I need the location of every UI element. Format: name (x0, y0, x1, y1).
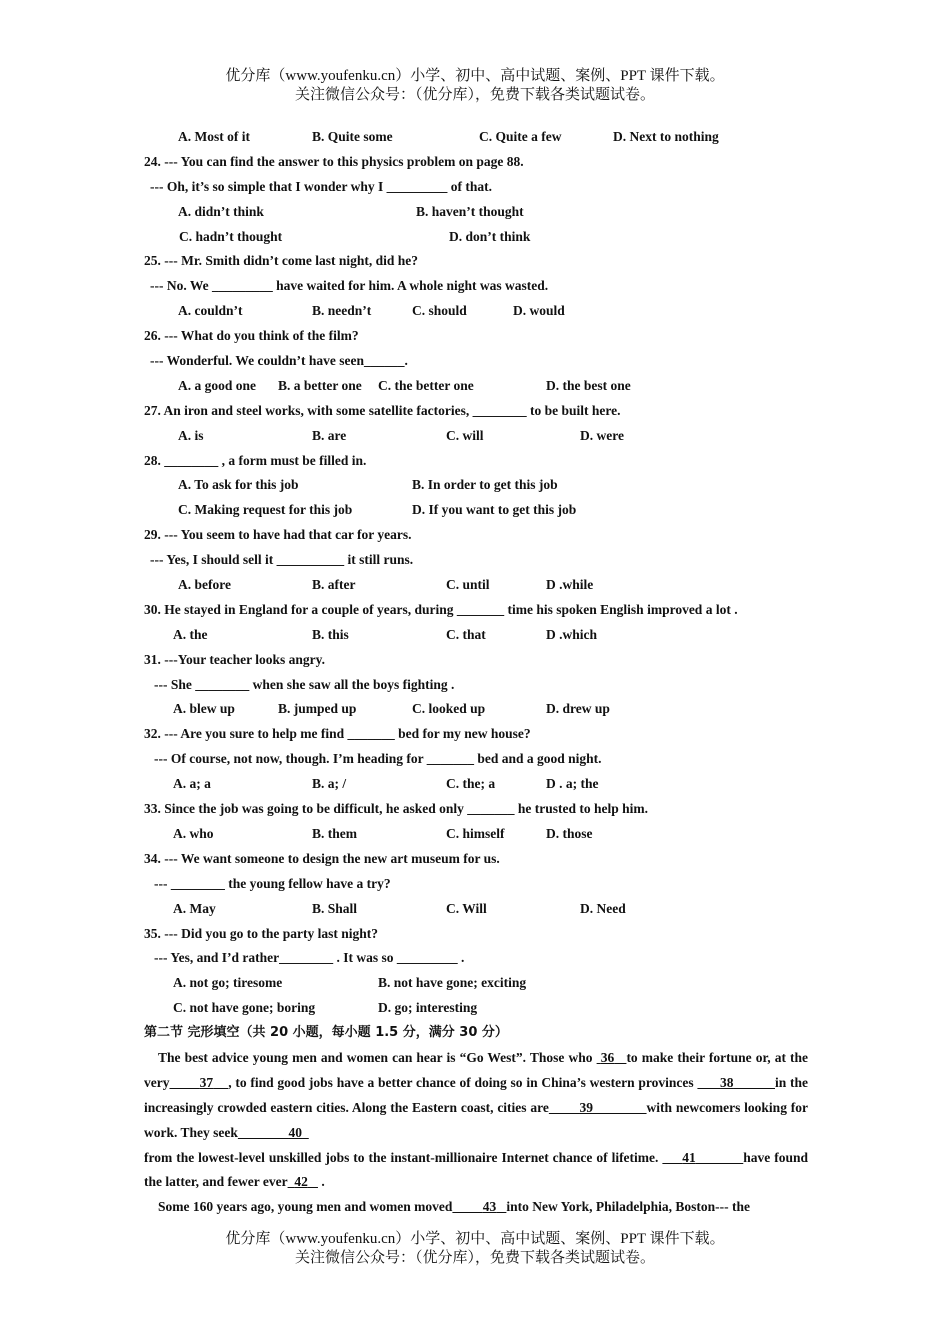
cloze-blank-40[interactable] (238, 1125, 309, 1140)
blank-number: 38 (720, 1074, 734, 1090)
q34-option-a[interactable]: A. May (173, 900, 216, 916)
q27-option-d[interactable]: D. were (580, 427, 624, 443)
cloze-blank-43[interactable] (452, 1199, 506, 1214)
blank-number: 43 (482, 1199, 497, 1215)
q32-option-c[interactable]: C. the; a (446, 776, 496, 792)
q28-option-a[interactable]: A. To ask for this job (178, 477, 299, 493)
q24-option-b[interactable]: B. haven’t thought (416, 203, 524, 219)
q33-option-a[interactable]: A. who (173, 825, 214, 841)
q27-question: 27. An iron and steel works, with some satellite factories, ________ to be built here. (144, 402, 621, 418)
q27-option-b[interactable]: B. are (312, 427, 347, 443)
q27-option-c[interactable]: C. will (446, 427, 484, 443)
q24-option-a[interactable]: A. didn’t think (178, 203, 264, 219)
cloze-blank-42[interactable] (288, 1174, 318, 1189)
cloze-paragraph-2 (144, 1195, 808, 1220)
q28-options-row2 (144, 498, 808, 523)
q32-option-a[interactable]: A. a; a (173, 776, 211, 792)
blank-number: 36 (600, 1049, 615, 1065)
q31-option-b[interactable]: B. jumped up (278, 701, 357, 717)
q28-option-d[interactable]: D. If you want to get this job (412, 502, 577, 518)
q34-option-d[interactable]: D. Need (580, 900, 626, 916)
q28-option-b[interactable]: B. In order to get this job (412, 477, 558, 493)
q31-options (144, 697, 808, 722)
cloze-text: from the lowest-level unskilled jobs to the instant-millionaire Internet chance of lifetime. (144, 1149, 659, 1165)
cloze-text: into New York, Philadelphia, Boston--- the (506, 1199, 751, 1215)
q31-option-c[interactable]: C. looked up (412, 701, 486, 717)
q34-options (144, 897, 808, 922)
q26-option-c[interactable]: C. the better one (378, 377, 474, 393)
q27-option-a[interactable]: A. is (178, 427, 204, 443)
q30-option-c[interactable]: C. that (446, 626, 486, 642)
q24-option-c[interactable]: C. hadn’t thought (179, 228, 283, 244)
q32-question: 32. --- Are you sure to help me find _______ bed for my new house? (144, 726, 531, 742)
q34-answer-line: --- ________ the young fellow have a try? (154, 875, 391, 891)
q33-options (144, 822, 808, 847)
q30-option-b[interactable]: B. this (312, 626, 349, 642)
cloze-blank-37[interactable] (169, 1075, 228, 1090)
q27-options (144, 424, 808, 449)
cloze-text: Some 160 years ago, young men and women moved (158, 1199, 453, 1215)
page-footer (0, 1230, 950, 1268)
q35-answer-line: --- Yes, and I’d rather________ . It was so _________ . (154, 950, 465, 966)
q29-option-b[interactable]: B. after (312, 577, 356, 593)
blank-number: 37 (199, 1074, 214, 1090)
q35-option-b[interactable]: B. not have gone; exciting (378, 975, 527, 991)
q25-options (144, 299, 808, 324)
header-line-1: 优分库（www.youfenku.cn）小学、初中、高中试题、案例、PPT 课件下载。 (225, 68, 725, 84)
q35-options-row1 (144, 971, 808, 996)
page-header (0, 67, 950, 105)
q26-option-b[interactable]: B. a better one (278, 377, 362, 393)
q34-question: 34. --- We want someone to design the new art museum for us. (144, 850, 500, 866)
q35-option-c[interactable]: C. not have gone; boring (173, 1000, 316, 1016)
q26-answer-line: --- Wonderful. We couldn’t have seen______. (150, 353, 408, 369)
q24-option-d[interactable]: D. don’t think (449, 228, 531, 244)
q23-option-c[interactable]: C. Quite a few (479, 129, 562, 144)
q32-options (144, 772, 808, 797)
q29-options (144, 573, 808, 598)
q25-option-a[interactable]: A. couldn’t (178, 303, 243, 319)
cloze-paragraph-1: The best advice young men and women can hear is “Go West”. Those who 36 to make their fortune or, at the very 37 , to find good jobs have a better chance of doing so in China’s western provinces 38 in the increasingly crowded eastern cities. Along the Eastern coast, cities are 39 with newcomers looking for work. They seek 40 from the lowest-level unskilled jobs to the instant-millionaire Internet chance of lifetime. 41 have found the latter, and fewer ever 42 . (144, 1049, 809, 1190)
q24-question: 24. --- You can find the answer to this physics problem on page 88. (144, 153, 524, 169)
cloze-text: with newcomers looking for work. They seek (144, 1099, 809, 1140)
cloze-text: , to find good jobs have a better chance of doing so in China’s western provinces (228, 1074, 694, 1090)
exam-body (144, 125, 808, 1220)
cloze-text: in the increasingly crowded eastern cities. Along the Eastern coast, cities are (144, 1074, 809, 1115)
q35-option-d[interactable]: D. go; interesting (378, 1000, 478, 1016)
q31-option-a[interactable]: A. blew up (173, 701, 235, 717)
q28-option-c[interactable]: C. Making request for this job (178, 502, 353, 518)
q29-option-a[interactable]: A. before (178, 577, 231, 593)
q32-option-d[interactable]: D . a; the (546, 776, 599, 792)
q25-question: 25. --- Mr. Smith didn’t come last night, did he? (144, 253, 419, 269)
q35-option-a[interactable]: A. not go; tiresome (173, 975, 283, 991)
q30-options (144, 623, 808, 648)
q26-options (144, 374, 808, 399)
cloze-blank-41[interactable] (662, 1150, 743, 1165)
blank-number: 40 (288, 1124, 303, 1140)
q23-option-d[interactable]: D. Next to nothing (613, 129, 719, 144)
q34-option-b[interactable]: B. Shall (312, 900, 358, 916)
q29-question: 29. --- You seem to have had that car for years. (144, 527, 412, 543)
q25-option-b[interactable]: B. needn’t (312, 303, 372, 319)
q30-option-d[interactable]: D .which (546, 626, 598, 642)
q31-question: 31. ---Your teacher looks angry. (144, 651, 325, 667)
q32-option-b[interactable]: B. a; / (312, 776, 347, 792)
q29-answer-line: --- Yes, I should sell it __________ it still runs. (150, 552, 414, 568)
q25-answer-line: --- No. We _________ have waited for him. A whole night was wasted. (150, 278, 549, 294)
cloze-text: have found the latter, and fewer ever (144, 1149, 809, 1190)
q24-options-row2 (144, 225, 808, 250)
q25-option-d[interactable]: D. would (513, 303, 565, 319)
q33-option-d[interactable]: D. those (546, 825, 593, 841)
q33-question: 33. Since the job was going to be difficult, he asked only _______ he trusted to help him. (144, 801, 649, 817)
q34-option-c[interactable]: C. Will (446, 900, 487, 916)
q23-options (144, 125, 808, 150)
q30-option-a[interactable]: A. the (173, 626, 208, 642)
q28-question: 28. ________ , a form must be filled in. (144, 452, 367, 468)
header-line-2: 关注微信公众号：（优分库），免费下载各类试题试卷。 (294, 87, 655, 103)
q25-option-c[interactable]: C. should (412, 303, 467, 319)
cloze-blank-38[interactable] (697, 1075, 775, 1090)
q29-option-d[interactable]: D .while (546, 577, 594, 593)
q30-question: 30. He stayed in England for a couple of years, during _______ time his spoken English improved a lot . (144, 601, 738, 617)
q29-option-c[interactable]: C. until (446, 577, 490, 593)
q32-answer-line: --- Of course, not now, though. I’m heading for _______ bed and a good night. (154, 751, 602, 767)
q31-option-d[interactable]: D. drew up (546, 701, 610, 717)
cloze-text: to make their fortune or, at the very (144, 1049, 809, 1090)
cloze-blank-39[interactable] (549, 1100, 647, 1115)
footer-line-2: 关注微信公众号：（优分库），免费下载各类试题试卷。 (294, 1250, 655, 1266)
q24-answer-line: --- Oh, it’s so simple that I wonder why I _________ of that. (150, 178, 493, 194)
q26-question: 26. --- What do you think of the film? (144, 328, 359, 344)
q33-option-b[interactable]: B. them (312, 825, 357, 841)
q33-option-c[interactable]: C. himself (446, 825, 505, 841)
footer-line-1: 优分库（www.youfenku.cn）小学、初中、高中试题、案例、PPT 课件下载。 (225, 1231, 725, 1247)
q35-question: 35. --- Did you go to the party last night? (144, 925, 379, 941)
q23-option-a[interactable]: A. Most of it (178, 129, 250, 144)
q26-option-d[interactable]: D. the best one (546, 377, 631, 393)
cloze-text: The best advice young men and women can hear is “Go West”. Those who (158, 1049, 593, 1065)
q24-options-row1 (144, 200, 808, 225)
blank-number: 41 (682, 1149, 696, 1165)
q28-options-row1 (144, 473, 808, 498)
q23-option-b[interactable]: B. Quite some (312, 129, 393, 144)
q35-options-row2 (144, 996, 808, 1021)
blank-number: 39 (579, 1099, 593, 1115)
blank-number: 42 (294, 1174, 308, 1190)
section-2-title: 第二节 完形填空（共 20 小题，每小题 1.5 分，满分 30 分） (144, 1025, 508, 1041)
cloze-blank-36[interactable] (597, 1050, 627, 1065)
q26-option-a[interactable]: A. a good one (178, 377, 257, 393)
q31-answer-line: --- She ________ when she saw all the boys fighting . (154, 676, 455, 692)
